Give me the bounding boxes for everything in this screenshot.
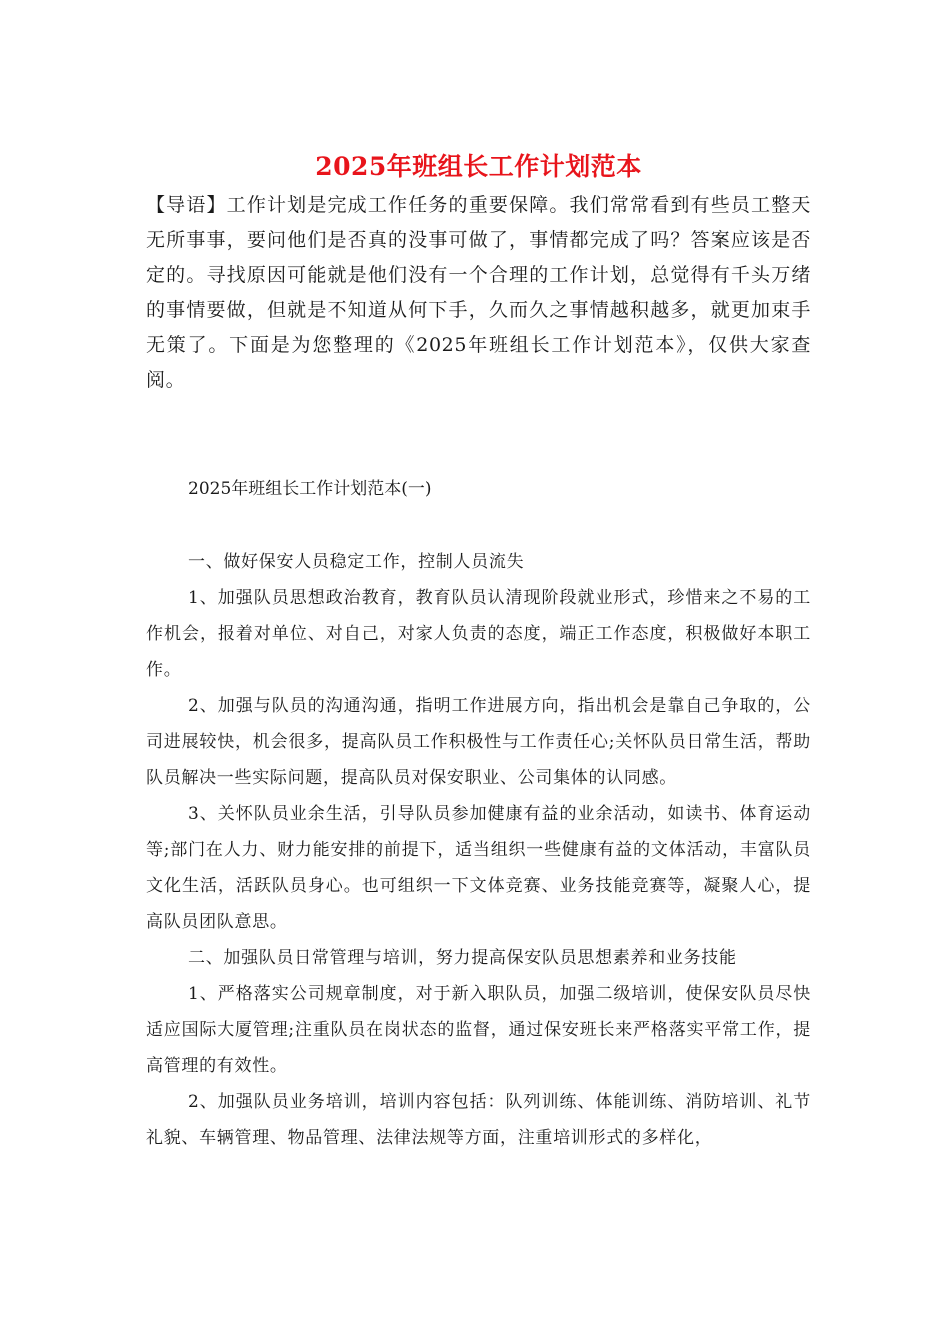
document-page <box>146 150 811 1156</box>
heading-one: 一、做好保安人员稳定工作，控制人员流失 <box>188 552 525 572</box>
section-body <box>146 544 811 1156</box>
body-paragraph: 2、加强队员业务培训，培训内容包括：队列训练、体能训练、消防培训、礼节礼貌、车辆管理、物品管理、法律法规等方面，注重培训形式的多样化， <box>146 1092 811 1148</box>
intro-paragraph: 【导语】工作计划是完成工作任务的重要保障。我们常常看到有些员工整天无所事事，要问他们是否真的没事可做了，事情都完成了吗？答案应该是否定的。寻找原因可能就是他们没有一个合理的工作计划，总觉得有千头万绪的事情要做，但就是不知道从何下手，久而久之事情越积越多，就更加束手无策了。下面是为您整理的《2025年班组长工作计划范本》，仅供大家查阅。 <box>146 194 811 391</box>
heading-two: 二、加强队员日常管理与培训，努力提高保安队员思想素养和业务技能 <box>188 948 737 968</box>
body-paragraph: 1、加强队员思想政治教育，教育队员认清现阶段就业形式，珍惜来之不易的工作机会，报着对单位、对自己，对家人负责的态度，端正工作态度，积极做好本职工作。 <box>146 588 811 680</box>
section-title: 2025年班组长工作计划范本(一) <box>188 479 432 499</box>
body-paragraph: 2、加强与队员的沟通沟通，指明工作进展方向，指出机会是靠自己争取的，公司进展较快，机会很多，提高队员工作积极性与工作责任心;关怀队员日常生活，帮助队员解决一些实际问题，提高队员对保安职业、公司集体的认同感。 <box>146 696 811 788</box>
document-title: 2025年班组长工作计划范本 <box>315 152 642 181</box>
body-paragraph: 1、严格落实公司规章制度，对于新入职队员，加强二级培训，使保安队员尽快适应国际大厦管理;注重队员在岗状态的监督，通过保安班长来严格落实平常工作，提高管理的有效性。 <box>146 984 811 1076</box>
body-paragraph: 3、关怀队员业余生活，引导队员参加健康有益的业余活动，如读书、体育运动等;部门在人力、财力能安排的前提下，适当组织一些健康有益的文体活动，丰富队员文化生活，活跃队员身心。也可组织一下文体竞赛、业务技能竞赛等，凝聚人心，提高队员团队意思。 <box>146 804 811 932</box>
